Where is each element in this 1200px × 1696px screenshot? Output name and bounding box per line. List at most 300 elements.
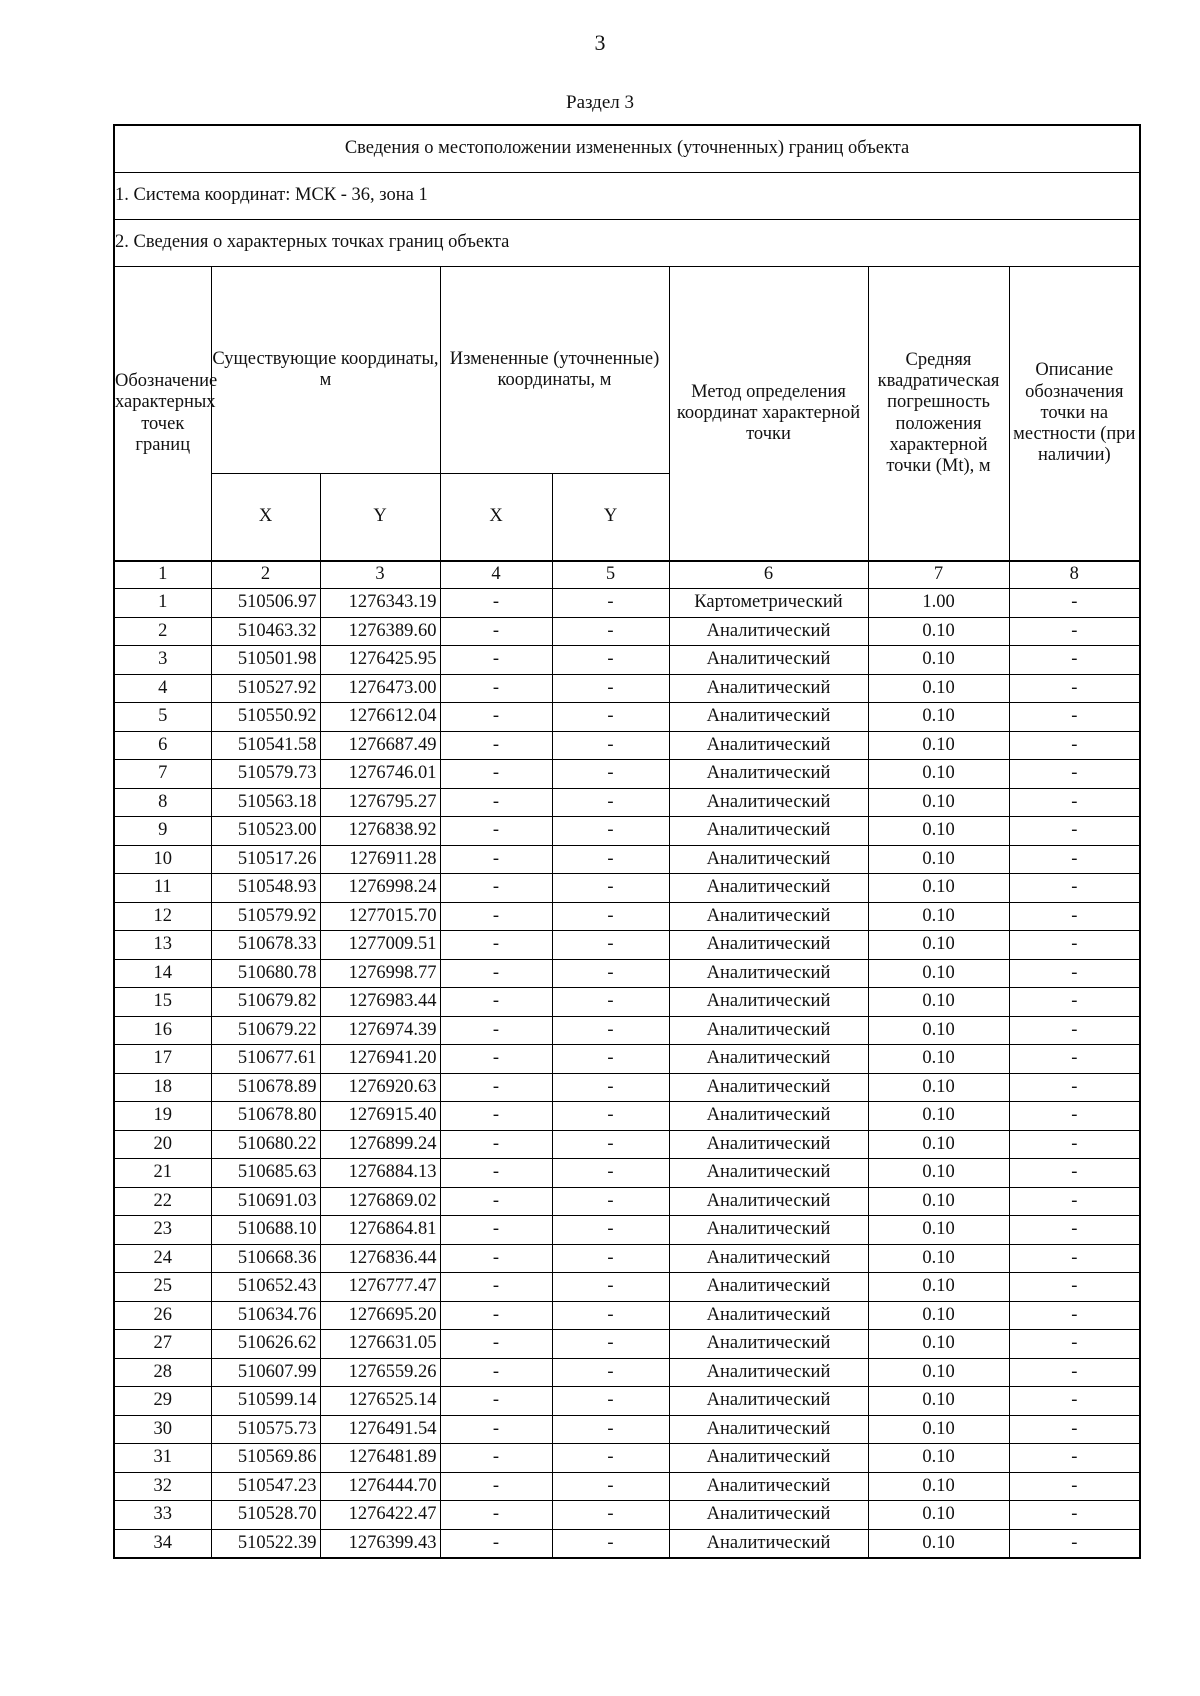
method: Аналитический <box>669 731 868 760</box>
point-number: 12 <box>114 902 211 931</box>
existing-x: 510501.98 <box>211 646 320 675</box>
description: - <box>1009 674 1140 703</box>
header-existing-y: Y <box>320 474 440 562</box>
changed-y: - <box>552 703 669 732</box>
changed-y: - <box>552 1187 669 1216</box>
changed-x: - <box>440 1301 552 1330</box>
existing-x: 510634.76 <box>211 1301 320 1330</box>
changed-y: - <box>552 1358 669 1387</box>
table-title: Сведения о местоположении измененных (уточненных) границ объекта <box>114 125 1140 173</box>
point-number: 13 <box>114 931 211 960</box>
table-row <box>114 646 1140 675</box>
point-number: 19 <box>114 1102 211 1131</box>
header-description: Описание обозначения точки на местности (при наличии) <box>1009 267 1140 562</box>
description: - <box>1009 1301 1140 1330</box>
existing-y: 1276998.24 <box>320 874 440 903</box>
error-value: 0.10 <box>868 1444 1009 1473</box>
header-existing-coords: Существующие координаты, м <box>211 267 440 474</box>
error-value: 0.10 <box>868 1045 1009 1074</box>
existing-y: 1276777.47 <box>320 1273 440 1302</box>
header-error: Средняя квадратическая погрешность положения характерной точки (Mt), м <box>868 267 1009 562</box>
changed-x: - <box>440 1472 552 1501</box>
existing-x: 510678.89 <box>211 1073 320 1102</box>
table-row <box>114 1187 1140 1216</box>
existing-x: 510680.22 <box>211 1130 320 1159</box>
method: Аналитический <box>669 1387 868 1416</box>
table-row <box>114 1387 1140 1416</box>
method: Аналитический <box>669 1330 868 1359</box>
description: - <box>1009 1529 1140 1558</box>
description: - <box>1009 817 1140 846</box>
existing-x: 510548.93 <box>211 874 320 903</box>
changed-y: - <box>552 1130 669 1159</box>
point-number: 33 <box>114 1501 211 1530</box>
method: Аналитический <box>669 959 868 988</box>
method: Аналитический <box>669 1501 868 1530</box>
error-value: 0.10 <box>868 902 1009 931</box>
table-row <box>114 1472 1140 1501</box>
existing-y: 1276444.70 <box>320 1472 440 1501</box>
existing-y: 1276836.44 <box>320 1244 440 1273</box>
point-number: 8 <box>114 788 211 817</box>
description: - <box>1009 1102 1140 1131</box>
method: Аналитический <box>669 1045 868 1074</box>
point-number: 28 <box>114 1358 211 1387</box>
existing-y: 1276998.77 <box>320 959 440 988</box>
table-row <box>114 617 1140 646</box>
error-value: 0.10 <box>868 760 1009 789</box>
point-number: 26 <box>114 1301 211 1330</box>
changed-y: - <box>552 1016 669 1045</box>
table-row <box>114 959 1140 988</box>
method: Аналитический <box>669 1187 868 1216</box>
table-row <box>114 1273 1140 1302</box>
changed-y: - <box>552 1444 669 1473</box>
changed-y: - <box>552 674 669 703</box>
point-number: 9 <box>114 817 211 846</box>
point-number: 29 <box>114 1387 211 1416</box>
description: - <box>1009 1501 1140 1530</box>
changed-x: - <box>440 1444 552 1473</box>
table-row <box>114 931 1140 960</box>
method: Аналитический <box>669 817 868 846</box>
table-row <box>114 1444 1140 1473</box>
error-value: 0.10 <box>868 874 1009 903</box>
point-number: 24 <box>114 1244 211 1273</box>
column-numbers-row <box>114 561 1140 589</box>
description: - <box>1009 1472 1140 1501</box>
existing-y: 1276631.05 <box>320 1330 440 1359</box>
method: Аналитический <box>669 788 868 817</box>
existing-y: 1277015.70 <box>320 902 440 931</box>
table-row <box>114 845 1140 874</box>
section-title: Раздел 3 <box>566 92 634 113</box>
existing-y: 1276612.04 <box>320 703 440 732</box>
changed-y: - <box>552 1159 669 1188</box>
changed-x: - <box>440 845 552 874</box>
changed-x: - <box>440 817 552 846</box>
changed-x: - <box>440 1529 552 1558</box>
description: - <box>1009 874 1140 903</box>
point-number: 23 <box>114 1216 211 1245</box>
existing-y: 1276399.43 <box>320 1529 440 1558</box>
existing-x: 510522.39 <box>211 1529 320 1558</box>
existing-x: 510569.86 <box>211 1444 320 1473</box>
changed-y: - <box>552 988 669 1017</box>
existing-y: 1276422.47 <box>320 1501 440 1530</box>
changed-y: - <box>552 902 669 931</box>
table-row <box>114 817 1140 846</box>
changed-x: - <box>440 646 552 675</box>
existing-y: 1276525.14 <box>320 1387 440 1416</box>
changed-x: - <box>440 1358 552 1387</box>
existing-y: 1276899.24 <box>320 1130 440 1159</box>
existing-x: 510579.92 <box>211 902 320 931</box>
changed-x: - <box>440 1159 552 1188</box>
description: - <box>1009 1387 1140 1416</box>
description: - <box>1009 1130 1140 1159</box>
point-number: 16 <box>114 1016 211 1045</box>
description: - <box>1009 1216 1140 1245</box>
boundary-points-table <box>113 124 1141 1559</box>
existing-y: 1276425.95 <box>320 646 440 675</box>
error-value: 0.10 <box>868 1130 1009 1159</box>
error-value: 0.10 <box>868 1472 1009 1501</box>
existing-y: 1276941.20 <box>320 1045 440 1074</box>
existing-x: 510579.73 <box>211 760 320 789</box>
changed-x: - <box>440 931 552 960</box>
existing-x: 510679.82 <box>211 988 320 1017</box>
description: - <box>1009 1159 1140 1188</box>
table-row <box>114 1330 1140 1359</box>
method: Аналитический <box>669 1444 868 1473</box>
changed-y: - <box>552 874 669 903</box>
existing-x: 510679.22 <box>211 1016 320 1045</box>
changed-x: - <box>440 1415 552 1444</box>
changed-y: - <box>552 1045 669 1074</box>
coord-system: 1. Система координат: МСК - 36, зона 1 <box>114 173 1140 220</box>
existing-x: 510607.99 <box>211 1358 320 1387</box>
point-number: 1 <box>114 589 211 618</box>
changed-x: - <box>440 1273 552 1302</box>
method: Аналитический <box>669 1301 868 1330</box>
changed-x: - <box>440 1387 552 1416</box>
changed-y: - <box>552 788 669 817</box>
method: Аналитический <box>669 1102 868 1131</box>
points-title: 2. Сведения о характерных точках границ объекта <box>114 220 1140 267</box>
table-row <box>114 1016 1140 1045</box>
description: - <box>1009 931 1140 960</box>
existing-x: 510688.10 <box>211 1216 320 1245</box>
description: - <box>1009 988 1140 1017</box>
error-value: 0.10 <box>868 1529 1009 1558</box>
description: - <box>1009 959 1140 988</box>
column-number: 2 <box>211 561 320 589</box>
point-number: 27 <box>114 1330 211 1359</box>
method: Аналитический <box>669 760 868 789</box>
changed-x: - <box>440 874 552 903</box>
description: - <box>1009 1273 1140 1302</box>
table-row <box>114 788 1140 817</box>
existing-x: 510527.92 <box>211 674 320 703</box>
error-value: 0.10 <box>868 1387 1009 1416</box>
changed-y: - <box>552 1529 669 1558</box>
method: Аналитический <box>669 1159 868 1188</box>
description: - <box>1009 731 1140 760</box>
changed-x: - <box>440 589 552 618</box>
point-number: 30 <box>114 1415 211 1444</box>
changed-x: - <box>440 1501 552 1530</box>
description: - <box>1009 617 1140 646</box>
changed-y: - <box>552 1415 669 1444</box>
changed-x: - <box>440 1045 552 1074</box>
changed-y: - <box>552 1387 669 1416</box>
method: Аналитический <box>669 1244 868 1273</box>
changed-y: - <box>552 1301 669 1330</box>
method: Аналитический <box>669 1016 868 1045</box>
header-designation: Обозначение характерных точек границ <box>114 267 211 562</box>
header-existing-x: X <box>211 474 320 562</box>
error-value: 1.00 <box>868 589 1009 618</box>
changed-x: - <box>440 674 552 703</box>
changed-y: - <box>552 589 669 618</box>
changed-x: - <box>440 1130 552 1159</box>
method: Картометрический <box>669 589 868 618</box>
table-row <box>114 674 1140 703</box>
existing-y: 1276864.81 <box>320 1216 440 1245</box>
error-value: 0.10 <box>868 845 1009 874</box>
method: Аналитический <box>669 617 868 646</box>
column-number: 6 <box>669 561 868 589</box>
existing-x: 510541.58 <box>211 731 320 760</box>
existing-y: 1276884.13 <box>320 1159 440 1188</box>
column-number: 4 <box>440 561 552 589</box>
error-value: 0.10 <box>868 674 1009 703</box>
error-value: 0.10 <box>868 931 1009 960</box>
method: Аналитический <box>669 703 868 732</box>
existing-x: 510550.92 <box>211 703 320 732</box>
error-value: 0.10 <box>868 1016 1009 1045</box>
point-number: 14 <box>114 959 211 988</box>
existing-y: 1276687.49 <box>320 731 440 760</box>
changed-x: - <box>440 1244 552 1273</box>
error-value: 0.10 <box>868 1501 1009 1530</box>
changed-y: - <box>552 817 669 846</box>
changed-x: - <box>440 617 552 646</box>
column-number: 7 <box>868 561 1009 589</box>
existing-x: 510677.61 <box>211 1045 320 1074</box>
existing-y: 1276983.44 <box>320 988 440 1017</box>
changed-x: - <box>440 731 552 760</box>
changed-x: - <box>440 902 552 931</box>
changed-x: - <box>440 988 552 1017</box>
existing-x: 510547.23 <box>211 1472 320 1501</box>
existing-y: 1276746.01 <box>320 760 440 789</box>
existing-y: 1276343.19 <box>320 589 440 618</box>
changed-y: - <box>552 1244 669 1273</box>
existing-y: 1276795.27 <box>320 788 440 817</box>
point-number: 5 <box>114 703 211 732</box>
column-number: 5 <box>552 561 669 589</box>
point-number: 10 <box>114 845 211 874</box>
column-number: 8 <box>1009 561 1140 589</box>
method: Аналитический <box>669 674 868 703</box>
changed-y: - <box>552 1330 669 1359</box>
method: Аналитический <box>669 1130 868 1159</box>
changed-y: - <box>552 1102 669 1131</box>
header-method: Метод определения координат характерной точки <box>669 267 868 562</box>
existing-x: 510691.03 <box>211 1187 320 1216</box>
method: Аналитический <box>669 1216 868 1245</box>
point-number: 18 <box>114 1073 211 1102</box>
point-number: 6 <box>114 731 211 760</box>
existing-y: 1276869.02 <box>320 1187 440 1216</box>
header-changed-coords: Измененные (уточненные) координаты, м <box>440 267 669 474</box>
method: Аналитический <box>669 874 868 903</box>
existing-x: 510575.73 <box>211 1415 320 1444</box>
existing-x: 510563.18 <box>211 788 320 817</box>
error-value: 0.10 <box>868 1244 1009 1273</box>
error-value: 0.10 <box>868 1073 1009 1102</box>
table-row <box>114 1501 1140 1530</box>
existing-x: 510599.14 <box>211 1387 320 1416</box>
table-row <box>114 1415 1140 1444</box>
error-value: 0.10 <box>868 1358 1009 1387</box>
changed-x: - <box>440 703 552 732</box>
table-row <box>114 1529 1140 1558</box>
point-number: 32 <box>114 1472 211 1501</box>
changed-x: - <box>440 1330 552 1359</box>
table-row <box>114 1244 1140 1273</box>
existing-x: 510685.63 <box>211 1159 320 1188</box>
existing-y: 1277009.51 <box>320 931 440 960</box>
table-row <box>114 1159 1140 1188</box>
description: - <box>1009 703 1140 732</box>
existing-y: 1276473.00 <box>320 674 440 703</box>
description: - <box>1009 1187 1140 1216</box>
point-number: 15 <box>114 988 211 1017</box>
point-number: 2 <box>114 617 211 646</box>
changed-y: - <box>552 617 669 646</box>
method: Аналитический <box>669 646 868 675</box>
error-value: 0.10 <box>868 646 1009 675</box>
existing-y: 1276389.60 <box>320 617 440 646</box>
description: - <box>1009 1244 1140 1273</box>
point-number: 25 <box>114 1273 211 1302</box>
changed-x: - <box>440 1216 552 1245</box>
changed-y: - <box>552 959 669 988</box>
point-number: 20 <box>114 1130 211 1159</box>
method: Аналитический <box>669 902 868 931</box>
table-row <box>114 703 1140 732</box>
method: Аналитический <box>669 931 868 960</box>
error-value: 0.10 <box>868 703 1009 732</box>
table-row <box>114 902 1140 931</box>
description: - <box>1009 902 1140 931</box>
point-number: 7 <box>114 760 211 789</box>
error-value: 0.10 <box>868 731 1009 760</box>
description: - <box>1009 1073 1140 1102</box>
changed-y: - <box>552 646 669 675</box>
changed-y: - <box>552 1216 669 1245</box>
error-value: 0.10 <box>868 788 1009 817</box>
table-row <box>114 731 1140 760</box>
error-value: 0.10 <box>868 959 1009 988</box>
changed-x: - <box>440 959 552 988</box>
description: - <box>1009 646 1140 675</box>
method: Аналитический <box>669 1415 868 1444</box>
existing-y: 1276974.39 <box>320 1016 440 1045</box>
existing-x: 510668.36 <box>211 1244 320 1273</box>
method: Аналитический <box>669 1472 868 1501</box>
header-changed-x: X <box>440 474 552 562</box>
existing-y: 1276920.63 <box>320 1073 440 1102</box>
changed-x: - <box>440 1073 552 1102</box>
table-row <box>114 1301 1140 1330</box>
existing-y: 1276915.40 <box>320 1102 440 1131</box>
changed-y: - <box>552 760 669 789</box>
error-value: 0.10 <box>868 817 1009 846</box>
method: Аналитический <box>669 1073 868 1102</box>
error-value: 0.10 <box>868 617 1009 646</box>
existing-x: 510678.33 <box>211 931 320 960</box>
table-row <box>114 874 1140 903</box>
point-number: 34 <box>114 1529 211 1558</box>
table-row <box>114 760 1140 789</box>
method: Аналитический <box>669 845 868 874</box>
changed-y: - <box>552 1273 669 1302</box>
header-changed-y: Y <box>552 474 669 562</box>
changed-y: - <box>552 1073 669 1102</box>
table-row <box>114 589 1140 618</box>
description: - <box>1009 760 1140 789</box>
error-value: 0.10 <box>868 1187 1009 1216</box>
error-value: 0.10 <box>868 1102 1009 1131</box>
existing-x: 510517.26 <box>211 845 320 874</box>
existing-y: 1276695.20 <box>320 1301 440 1330</box>
changed-y: - <box>552 1472 669 1501</box>
existing-x: 510678.80 <box>211 1102 320 1131</box>
existing-x: 510506.97 <box>211 589 320 618</box>
changed-y: - <box>552 1501 669 1530</box>
changed-y: - <box>552 845 669 874</box>
column-number: 1 <box>114 561 211 589</box>
method: Аналитический <box>669 1273 868 1302</box>
table-row <box>114 1130 1140 1159</box>
error-value: 0.10 <box>868 988 1009 1017</box>
existing-y: 1276559.26 <box>320 1358 440 1387</box>
error-value: 0.10 <box>868 1216 1009 1245</box>
method: Аналитический <box>669 1358 868 1387</box>
existing-y: 1276838.92 <box>320 817 440 846</box>
table-row <box>114 1073 1140 1102</box>
point-number: 17 <box>114 1045 211 1074</box>
description: - <box>1009 1045 1140 1074</box>
point-number: 3 <box>114 646 211 675</box>
existing-y: 1276481.89 <box>320 1444 440 1473</box>
existing-x: 510626.62 <box>211 1330 320 1359</box>
description: - <box>1009 1358 1140 1387</box>
error-value: 0.10 <box>868 1415 1009 1444</box>
error-value: 0.10 <box>868 1301 1009 1330</box>
column-number: 3 <box>320 561 440 589</box>
error-value: 0.10 <box>868 1159 1009 1188</box>
description: - <box>1009 1016 1140 1045</box>
point-number: 11 <box>114 874 211 903</box>
changed-y: - <box>552 931 669 960</box>
existing-x: 510523.00 <box>211 817 320 846</box>
point-number: 21 <box>114 1159 211 1188</box>
